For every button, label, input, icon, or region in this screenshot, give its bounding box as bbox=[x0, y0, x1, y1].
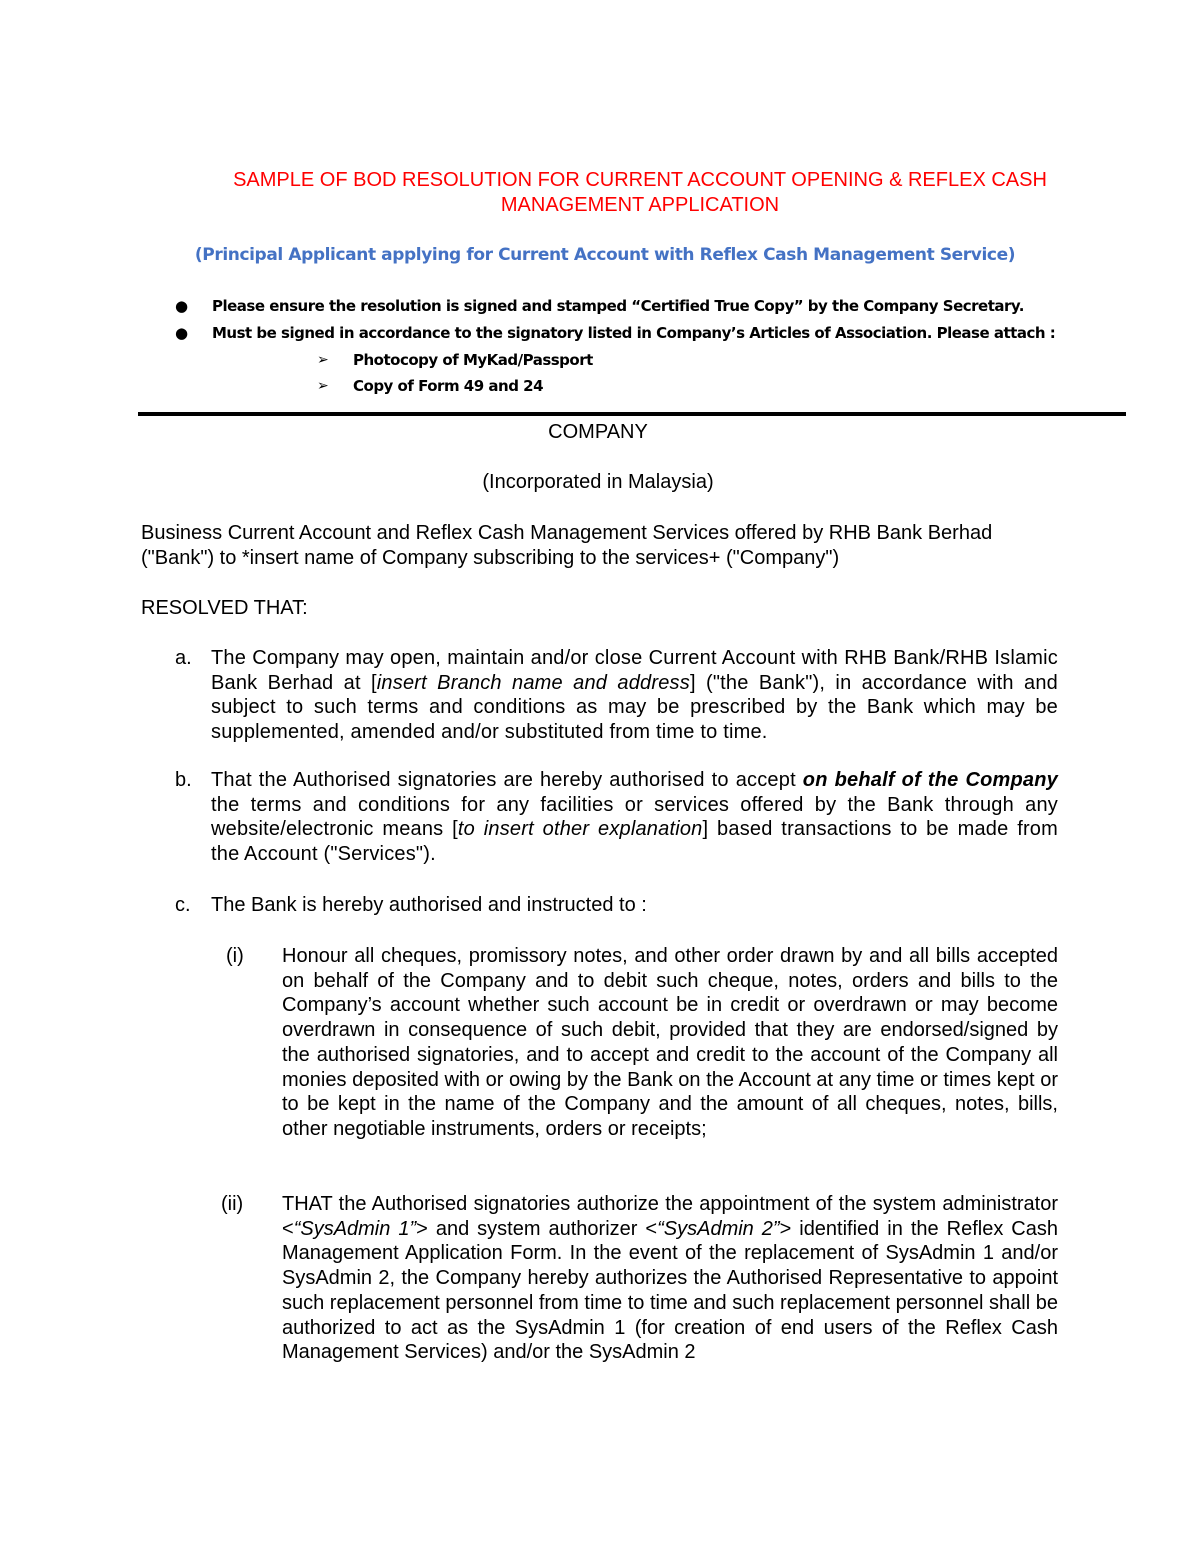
resolution-item-a: The Company may open, maintain and/or close Current Account with RHB Bank/RHB Islamic Bank Berhad at [insert Branch name and address] ("the Bank"), in accordance with and subject to such terms and conditions as may be prescribed by the Bank which may be supplemented, amended and/or substituted from time to time. bbox=[211, 647, 1058, 744]
intro-paragraph: Business Current Account and Reflex Cash Management Services offered by RHB Bank Berhad ("Bank") to *insert name of Company subscribing to the services+ ("Company") bbox=[141, 522, 993, 569]
resolution-item-b: That the Authorised signatories are hereby authorised to accept on behalf of the Company the terms and conditions for any facilities or services offered by the Bank through any website/electronic means [to insert other explanation] based transactions to be made from the Account ("Services"). bbox=[211, 769, 1058, 866]
subitem-marker: (i) bbox=[226, 945, 244, 967]
bullet-icon: ● bbox=[175, 297, 188, 315]
document-subtitle: (Principal Applicant applying for Current Account with Reflex Cash Management Service) bbox=[194, 245, 1016, 265]
divider bbox=[138, 412, 1126, 416]
arrow-bullet-icon: ➢ bbox=[317, 352, 329, 368]
incorporation-note: (Incorporated in Malaysia) bbox=[482, 471, 714, 493]
document-title bbox=[140, 168, 1140, 218]
item-marker: b. bbox=[175, 769, 192, 791]
resolved-heading: RESOLVED THAT: bbox=[141, 597, 308, 619]
arrow-bullet-icon: ➢ bbox=[317, 378, 329, 394]
title-line-1: SAMPLE OF BOD RESOLUTION FOR CURRENT ACCOUNT OPENING & REFLEX CASH bbox=[233, 169, 1047, 191]
resolution-subitem-ii: THAT the Authorised signatories authorize the appointment of the system administrator <“SysAdmin 1”> and system authorizer <“SysAdmin 2”> identified in the Reflex Cash Management Application Form. In the event of the replacement of SysAdmin 1 and/or SysAdmin 2, the Company hereby authorizes the Authorised Representative to appoint such replacement personnel from time to time and such replacement personnel shall be authorized to act as the SysAdmin 1 (for creation of end users of the Reflex Cash Management Services) and/or the SysAdmin 2 bbox=[282, 1193, 1058, 1364]
item-marker: a. bbox=[175, 647, 192, 669]
subitem-marker: (ii) bbox=[221, 1193, 244, 1215]
company-heading: COMPANY bbox=[548, 421, 648, 443]
bullet-icon: ● bbox=[175, 324, 188, 342]
resolution-item-c: The Bank is hereby authorised and instructed to : bbox=[211, 894, 647, 916]
item-marker: c. bbox=[175, 894, 191, 916]
document-page: SAMPLE OF BOD RESOLUTION FOR CURRENT ACCOUNT OPENING & REFLEX CASH MANAGEMENT APPLICATION (Principal Applicant applying for Current Account with Reflex Cash Management Service) ● Please ensure the resolution is signed and stamped “Certified True Copy” by the Company Secretary. ● Must be signed in accordance to the signatory listed in Company’s Articles of Association. Please attach : ➢ Photocopy of MyKad/Passport ➢ Copy of Form 49 and 24 COMPANY (Incorporated in Malaysia) Business Current Account and Reflex Cash Management Services offered by RHB Bank Berhad ("Bank") to *insert name of Company subscribing to the services+ ("Company") RESOLVED THAT: a. The Company may open, maintain and/or close Current Account with RHB Bank/RHB Islamic Bank Berhad at [insert Branch name and address] ("the Bank"), in accordance with and subject to such terms and conditions as may be prescribed by the Bank which may be supplemented, amended and/or substituted from time to time. b. That the Authorised signatories are hereby authorised to accept on behalf of the Company the terms and conditions for any facilities or services offered by the Bank through any website/electronic means [to insert other explanation] based transactions to be made from the Account ("Services"). c. The Bank is hereby authorised and instructed to : (i) Honour all cheques, promissory notes, and other order drawn by and all bills accepted on behalf of the Company and to debit such cheque, notes, orders and bills to the Company’s account whether such account be in credit or overdrawn or may become overdrawn in consequence of such debit, provided that they are endorsed/signed by the authorised signatories, and to accept and credit to the account of the Company all monies deposited with or owing by the Bank on the Account at any time or times kept or to be kept in the name of the Company and the amount of all cheques, notes, bills, other negotiable instruments, orders or receipts; (ii) THAT the Authorised signatories authorize the appointment of the system administrator <“SysAdmin 1”> and system authorizer <“SysAdmin 2”> identified in the Reflex Cash Management Application Form. In the event of the replacement of SysAdmin 1 and/or SysAdmin 2, the Company hereby authorizes the Authorised Representative to appoint such replacement personnel from time to time and such replacement personnel shall be authorized to act as the SysAdmin 1 (for creation of end users of the Reflex Cash Management Services) and/or the SysAdmin 2 bbox=[0, 0, 1200, 1553]
resolution-subitem-i: Honour all cheques, promissory notes, and other order drawn by and all bills accepted on behalf of the Company and to debit such cheque, notes, orders and bills to the Company’s account whether such account be in credit or overdrawn or may become overdrawn in consequence of such debit, provided that they are endorsed/signed by the authorised signatories, and to accept and credit to the account of the Company all monies deposited with or owing by the Bank on the Account at any time or times kept or to be kept in the name of the Company and the amount of all cheques, notes, bills, other negotiable instruments, orders or receipts; bbox=[282, 945, 1058, 1140]
title-line-2: MANAGEMENT APPLICATION bbox=[500, 194, 780, 216]
